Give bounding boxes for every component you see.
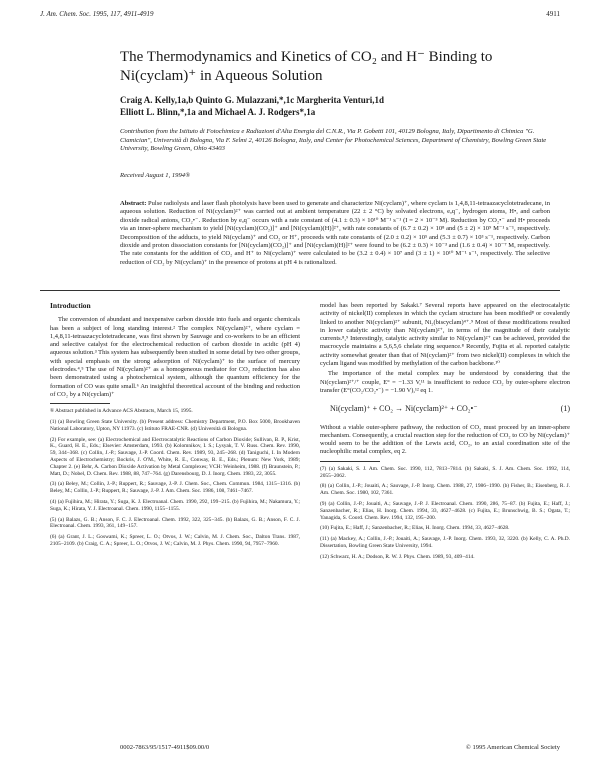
right-column <box>320 302 570 561</box>
footnote: (7) (a) Sakaki, S. J. Am. Chem. Soc. 1990, 112, 7813−7814. (b) Sakaki, S. J. Am. Chem. Soc. 1992, 114, 2055−2062. <box>320 465 570 479</box>
footnote: (10) Fujita, E.; Haff, J.; Sanzenbacher, R.; Elias, H. Inorg. Chem. 1994, 33, 4627−4628. <box>320 525 510 532</box>
intro-paragraph: Without a viable outer-sphere pathway, the reduction of CO₂ must proceed by an inner-sphere mechanism. Consequently, a crucial reaction step for the reduction of CO₂ to CO by Ni(cyclam)⁺ would seem to be the addition of the Lewis acid, CO₂, to an axial coordination site of the nucleophilic metal complex, eq 2. <box>320 423 570 456</box>
footnote: (2) For example, see: (a) Electrochemical and Electrocatalytic Reactions of Carbon Dioxide; Sullivan, B. P., Krist, K., Guard, H. E., Eds.; Elsevier: Amsterdam, 1993. (b) Kolomnikov, I. S.; Lysyak, T. V. Russ. Chem. Rev. 1990, 59, 344−368. (c) Collin, J.-P.; Sauvage, J.-P. Coord. Chem. Rev. 1989, 93, 245−268. (d) Taniguchi, I. In Modern Aspects of Electrochemistry; Bockris, J. O'M., White, R. E., Conway, B. E., Eds.; Plenum: New York, 1989; Chapter 2. (e) Behr, A. Carbon Dioxide Activation by Metal Complexes; VCH: Weinheim, 1988. (f) Braunstein, P.; Matt, D.; Nobel, D. Chem. Rev. 1988, 88, 747−764. (g) Darensbourg, D. J. Inorg. Chem. 1983, 22, 3055. <box>50 436 300 477</box>
footnote: (12) Schwarz, H. A.; Dodson, R. W. J. Phys. Chem. 1989, 93, 409−414. <box>320 553 475 560</box>
received-date: Received August 1, 1994® <box>120 172 191 179</box>
abstract <box>120 200 550 267</box>
footnote: (11) (a) Mackey, A.; Collin, J.-P.; Jouaiti, A.; Sauvage, J.-P. Inorg. Chem. 1993, 32, 3220. (b) Kelly, C. A. Ph.D. Dissertation, Bowling Green State University, 1994. <box>320 536 570 549</box>
article-code: 0002-7863/95/1517-4911$09.00/0 <box>120 744 210 751</box>
page-number: 4911 <box>546 10 560 18</box>
footnote: (1) (a) Bowling Green State University. (b) Present address: Chemistry Department, P.O. Box 5000, Brookhaven National Laboratory, Upton, NY 11973. (c) Istituto FRAE-CNR. (d) Università di Bologna. <box>50 419 300 432</box>
footnote: (4) (a) Fujihira, M.; Hirata, Y.; Suga, K. J. Electroanal. Chem. 1990, 292, 199−215. (b) Fujihira, M.; Nakamura, Y.; Suga, K.; Hirata, Y. J. Electroanal. Chem. 1990, 1155−1155. <box>50 499 300 512</box>
affiliation: Contribution from the Istituto di Fotochimica e Radiazioni d'Alta Energia del C.N.R., Via P. Gobetti 101, 40129 Bologna, Italy, Dipartimento di Chimica "G. Ciamician", Università di Bologna, Via F. Selmi 2, 40126 Bologna, Italy, and Center for Photochemical Sciences, Department of Chemistry, Bowling Green State University, Bowling Green, Ohio 43403 <box>120 128 547 153</box>
footnote-rule <box>320 461 380 462</box>
footnote: ® Abstract published in Advance ACS Abstracts, March 15, 1995. <box>50 408 193 415</box>
page-footer <box>120 744 560 751</box>
footnote: (6) (a) Grant, J. L.; Goswami, K.; Spreer, L. O.; Otvos, J. W.; Calvin, M. J. Chem. Soc., Dalton Trans. 1987, 2105−2109. (b) Craig, C. A.; Spreer, L. O.; Otvos, J. W.; Calvin, M. J. Phys. Chem. 1990, 94, 7957−7960. <box>50 534 300 548</box>
abstract-text: Pulse radiolysis and laser flash photolysis have been used to generate and characterize Ni(cyclam)⁺, where cyclam is 1,4,8,11-tetraazacyclotetradecane, in aqueous solution. Reduction of Ni(cyclam)²⁺ was carried out at ambient temperature (22 ± 2 °C) by solvated electrons, eₐq⁻, hydrogen atoms, H•, and carbon dioxide radical anions, CO₂•⁻. Reduction by eₐq⁻ occurs with a rate constant of (4.1 ± 0.3) × 10¹⁰ M⁻¹ s⁻¹ (I = 2 × 10⁻³ M). Reduction by CO₂•⁻ and H• proceeds via an inner-sphere mechanism to yield [Ni(cyclam)(CO₂)]⁺ and [Ni(cyclam)(H)]²⁺, with rate constants of (6.7 ± 0.2) × 10⁸ and (5 ± 2) × 10⁹ M⁻¹ s⁻¹, respectively. Decomposition of the adducts, to yield Ni(cyclam)⁺ and CO₂ or H⁺, proceeds with rate constants of (2.0 ± 0.2) × 10⁵ and (5.3 ± 0.7) × 10³ s⁻¹, respectively. Carbon dioxide and proton dissociation constants for [Ni(cyclam)(CO₂)]⁺ and [Ni(cyclam)(H)]²⁺ were found to be (6.2 ± 0.3) × 10⁻³ and (1.6 ± 0.4) × 10⁻⁷ M, respectively. The rate constants for the addition of CO₂ and H⁺ to Ni(cyclam)⁺ were calculated to be (3.2 ± 0.4) × 10⁷ and (3 ± 1) × 10¹⁰ M⁻¹ s⁻¹, respectively. The selective reduction of CO₂ by Ni(cyclam)⁺ in the presence of protons at pH 4 is rationalized. <box>120 200 550 266</box>
section-heading-introduction: Introduction <box>50 301 91 310</box>
section-divider <box>40 290 560 291</box>
equation-number: (1) <box>560 404 570 414</box>
author-line-2: Elliott L. Blinn,*,1a and Michael A. J. Rodgers*,1a <box>120 107 316 117</box>
equation-body: Ni(cyclam)⁺ + CO₂ → Ni(cyclam)²⁺ + CO₂•⁻ <box>330 404 478 414</box>
footnote-rule <box>50 403 110 404</box>
copyright: © 1995 American Chemical Society <box>465 744 560 751</box>
author-list <box>120 94 520 118</box>
abstract-label: Abstract: <box>120 200 147 207</box>
footnote: (3) (a) Beley, M.; Collin, J.-P.; Ruppert, R.; Sauvage, J.-P. J. Chem. Soc., Chem. Commun. 1984, 1315−1316. (b) Beley, M.; Collin, J.-P.; Ruppert, R.; Sauvage, J.-P. J. Am. Chem. Soc. 1986, 108, 7461−7467. <box>50 481 300 495</box>
intro-paragraph: model has been reported by Sakaki.⁷ Several reports have appeared on the electrocatalytic activity of nickel(II) complexes in which the cyclam structure has been modified⁸ or covalently linked to another Ni(cyclam)²⁺ subunit, Ni₂(biscyclam)⁴⁺.⁹ Most of these modifications resulted in lower catalytic activity than Ni(cyclam)²⁺, in terms of the magnitude of their catalytic currents.⁸,⁹ Interestingly, catalytic activity similar to Ni(cyclam)²⁺ can be achieved, provided the macrocycle maintains a 5,6,5,6 chelate ring sequence.⁸ Recently, Fujita et al. reported catalytic activity somewhat greater than that of Ni(cyclam)²⁺ from two nickel(II) complexes in which the cyclam ligand was modified by methylation of the carbon backbone.¹⁰ <box>320 302 570 368</box>
left-column <box>50 302 300 548</box>
journal-citation: J. Am. Chem. Soc. 1995, 117, 4911-4919 <box>40 10 154 18</box>
footnotes-left <box>50 408 300 548</box>
intro-paragraph: The importance of the metal complex may be understood by considering that the Ni(cyclam)²⁺/⁺ couple, E° = −1.33 V,¹¹ is insufficient to reduce CO₂ by outer-sphere electron transfer (E°(CO₂/CO₂•⁻) = −1.90 V),¹² eq 1. <box>320 370 570 394</box>
equation-1 <box>330 405 570 413</box>
footnote: (5) (a) Balazs, G. B.; Anson, F. C. J. Electroanal. Chem. 1992, 322, 325−345. (b) Balazs, G. B.; Anson, F. C. J. Electroanal. Chem. 1993, 361, 149−157. <box>50 516 300 530</box>
intro-paragraph: The conversion of abundant and inexpensive carbon dioxide into fuels and organic chemicals has been a subject of long standing interest.² The complex Ni(cyclam)²⁺, where cyclam = 1,4,8,11-tetraazacyclotetradecane, was first shown by Sauvage and co-workers to be an efficient and selective catalyst for the electrochemical reduction of carbon dioxide in acidic (pH 4) aqueous solution.³ This system has subsequently been studied in some detail by two other groups, with special emphasis on the strong adsorption of Ni(cyclam)⁺ to the surface of mercury electrodes.⁴,⁵ The use of Ni(cyclam)²⁺ as a homogeneous mediator for CO₂ reduction has also been demonstrated using a photochemical system, although the quantum efficiency for the formation of CO was quite small.⁶ An insightful theoretical account of the binding and reduction of CO₂ by a Ni(cyclam)⁺ <box>50 316 300 398</box>
footnote: (9) (a) Collin, J.-P.; Jouaiti, A.; Sauvage, J.-P. J. Electroanal. Chem. 1990, 286, 75−87. (b) Fujita, E.; Haff, J.; Sanzenbacher, R.; Elias, H. Inorg. Chem. 1994, 33, 4627−4628. (c) Fujita, E.; Brunschwig, B. S.; Ogata, T.; Yanagida, S. Coord. Chem. Rev. 1994, 132, 195−200. <box>320 500 570 521</box>
article-title: The Thermodynamics and Kinetics of CO₂ and H⁻ Binding to Ni(cyclam)⁺ in Aqueous Solution <box>120 49 493 84</box>
footnotes-right <box>320 466 570 561</box>
running-header <box>40 10 560 18</box>
footnote: (8) (a) Collin, J.-P.; Jouaiti, A.; Sauvage, J.-P. Inorg. Chem. 1988, 27, 1986−1990. (b) Fisher, B.; Eisenberg, R. J. Am. Chem. Soc. 1980, 102, 7361. <box>320 483 570 497</box>
author-line-1: Craig A. Kelly,1a,b Quinto G. Mulazzani,*,1c Margherita Venturi,1d <box>120 95 384 105</box>
